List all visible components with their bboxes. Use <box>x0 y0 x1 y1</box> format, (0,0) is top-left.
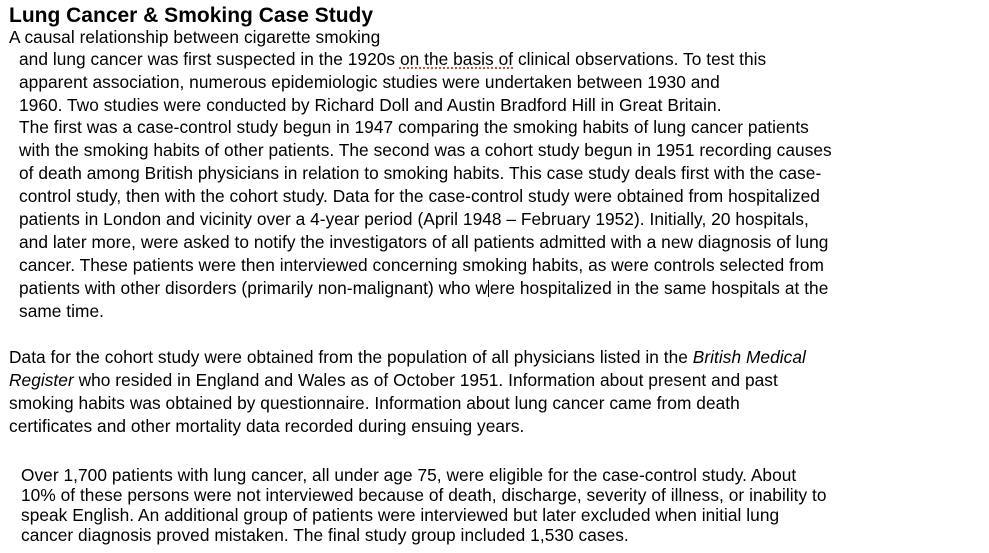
text-line: Over 1,700 patients with lung cancer, all under age 75, were eligible for the case-control study. About <box>21 465 797 485</box>
text-span: clinical observations. To test this <box>513 49 767 69</box>
text-span: Data for the cohort study were obtained from the population of all physicians listed in the <box>9 347 693 367</box>
grammar-flag[interactable]: on the basis of <box>399 49 514 69</box>
text-line: 10% of these persons were not interviewed because of death, discharge, severity of illness, or inability to <box>21 485 827 505</box>
text-span: ere hospitalized in the same hospitals at the <box>489 278 829 298</box>
text-line: certificates and other mortality data recorded during ensuing years. <box>9 416 525 436</box>
text-line <box>19 48 766 70</box>
text-span: patients with other disorders (primarily non-malignant) who w <box>19 278 488 298</box>
text-span: who resided in England and Wales as of October 1951. Information about present and past <box>73 370 778 390</box>
text-line <box>9 369 778 391</box>
text-line: cancer diagnosis proved mistaken. The final study group included 1,530 cases. <box>21 525 629 545</box>
text-line: control study, then with the cohort study. Data for the case-control study were obtained from hospitalized <box>19 186 820 206</box>
text-line: 1960. Two studies were conducted by Richard Doll and Austin Bradford Hill in Great Britain. <box>19 95 722 115</box>
text-line: of death among British physicians in relation to smoking habits. This case study deals first with the case- <box>19 163 822 183</box>
text-line: cancer. These patients were then interviewed concerning smoking habits, as were controls selected from <box>19 255 824 275</box>
text-line: speak English. An additional group of patients were interviewed but later excluded when initial lung <box>21 505 780 525</box>
document-title: Lung Cancer & Smoking Case Study <box>9 4 374 27</box>
text-line: A causal relationship between cigarette smoking <box>9 27 381 47</box>
text-line <box>9 346 806 368</box>
italic-span: Register <box>9 370 74 390</box>
text-line: same time. <box>19 301 105 321</box>
text-line <box>19 277 828 299</box>
text-span: and lung cancer was first suspected in the 1920s <box>19 49 400 69</box>
text-line: The first was a case-control study begun in 1947 comparing the smoking habits of lung cancer patients <box>19 117 809 137</box>
text-line: apparent association, numerous epidemiologic studies were undertaken between 1930 and <box>19 72 720 92</box>
text-line: and later more, were asked to notify the investigators of all patients admitted with a new diagnosis of lung <box>19 232 829 252</box>
text-line: patients in London and vicinity over a 4-year period (April 1948 – February 1952). Initially, 20 hospitals, <box>19 209 809 229</box>
text-line: with the smoking habits of other patients. The second was a cohort study begun in 1951 recording causes <box>19 140 832 160</box>
text-line: smoking habits was obtained by questionnaire. Information about lung cancer came from death <box>9 393 740 413</box>
italic-span: British Medical <box>692 347 806 367</box>
